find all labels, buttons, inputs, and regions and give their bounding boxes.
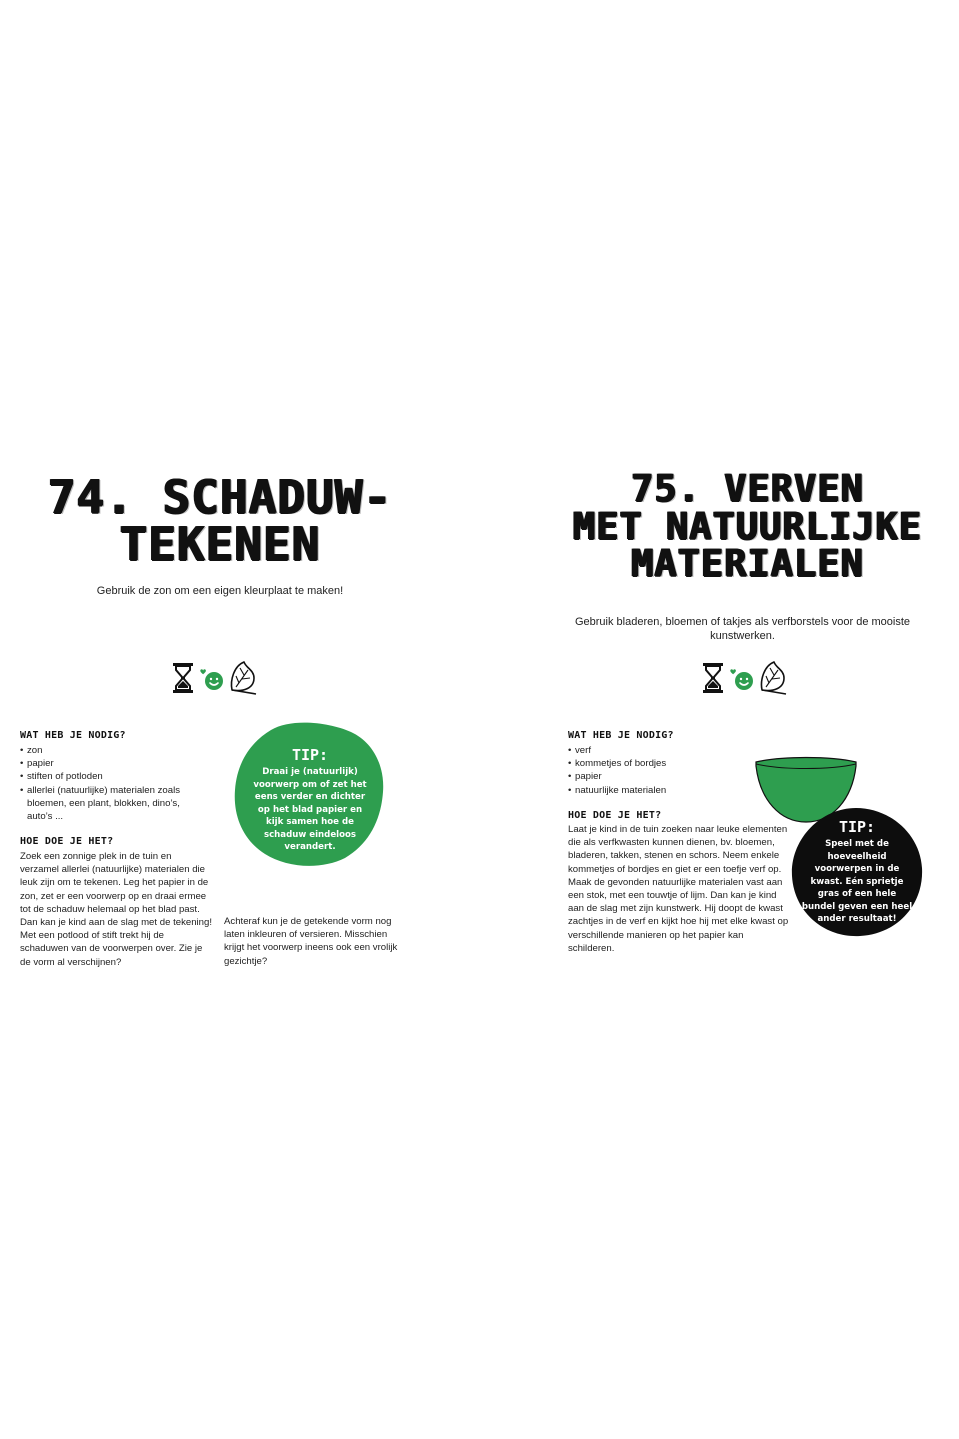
tip-title: TIP:	[838, 817, 876, 836]
how-heading: HOE DOE JE HET?	[568, 810, 662, 821]
hourglass-icon	[702, 662, 724, 694]
page-75	[480, 0, 959, 1439]
heart-smiley-icon	[728, 668, 756, 692]
list-item: • kommetjes of bordjes	[568, 757, 748, 770]
after-text: Achteraf kun je de getekende vorm nog laten inkleuren of versieren. Misschien krijgt het voorwerp ineens ook een vrolijk gezichtje?	[224, 916, 398, 967]
activity-subtitle: Gebruik de zon om een eigen kleurplaat te maken!	[96, 585, 344, 597]
activity-icons	[172, 660, 272, 696]
instructions-text: Zoek een zonnige plek in de tuin en verzamel allerlei (natuurlijke) materialen die leuk zijn om te tekenen. Leg het papier in de zon, zet er een voorwerp op en draai ermee tot de schaduw helemaal op het blad past. Dan kan je kind aan de slag met de tekening! Met een potlood of stift trekt hij de schaduwen van de voorwerpen over. Zie je de vorm al verschijnen?	[20, 851, 213, 968]
tip-text: Draai je (natuurlijk) voorwerp om of zet het eens verder en dichter op het blad papier en kijk samen hoe de schaduw eindeloos verandert.	[253, 766, 367, 853]
list-item: • verf	[568, 744, 748, 757]
list-item: • allerlei (natuurlijke) materialen zoals bloemen, een plant, blokken, dino’s, auto’s ...	[20, 784, 200, 824]
list-item: • zon	[20, 744, 200, 757]
list-item: • papier	[568, 770, 748, 783]
activity-icons	[702, 660, 802, 696]
instructions-text: Laat je kind in de tuin zoeken naar leuke elementen die als verfkwasten kunnen dienen, bv. bloemen, bladeren, takken, stenen en schors. Neem enkele kommetjes of bordjes en giet er een toefje verf op. Maak de gevonden natuurlijke materialen vast aan een stok, met een touwtje of lijm. Dan kan je kind aan de slag met zijn kunstwerk. Hij doopt de kwast zachtjes in de verf en kijkt hoe hij met elke kwast op verschillende manieren op het papier kan schilderen.	[568, 824, 789, 954]
tip-callout	[248, 740, 372, 860]
heart-smiley-icon	[198, 668, 226, 692]
leaf-icon	[228, 660, 258, 696]
tip-text: Speel met de hoeveelheid voorwerpen in de kwast. Eén sprietje gras of een hele bundel geven een heel ander resultaat!	[801, 838, 913, 925]
title-line: TEKENEN	[119, 516, 321, 571]
activity-title	[20, 470, 420, 571]
needs-list	[20, 744, 200, 823]
activity-title	[480, 467, 959, 586]
needs-list	[568, 744, 748, 797]
leaf-icon	[758, 660, 788, 696]
tip-callout	[800, 814, 914, 930]
list-item: • natuurlijke materialen	[568, 784, 748, 797]
list-item: • stiften of potloden	[20, 770, 200, 783]
title-line: 75. VERVEN	[631, 467, 864, 510]
how-heading: HOE DOE JE HET?	[20, 836, 114, 847]
needs-heading: WAT HEB JE NODIG?	[568, 730, 674, 741]
tip-title: TIP:	[291, 745, 329, 764]
title-line: 74. SCHADUW-	[47, 470, 393, 524]
activity-subtitle: Gebruik bladeren, bloemen of takjes als verfborstels voor de mooiste kunstwerken.	[574, 616, 911, 642]
title-line: MATERIALEN	[631, 542, 864, 586]
hourglass-icon	[172, 662, 194, 694]
title-line: MET NATUURLIJKE	[572, 504, 923, 548]
needs-heading: WAT HEB JE NODIG?	[20, 730, 126, 741]
list-item: • papier	[20, 757, 200, 770]
